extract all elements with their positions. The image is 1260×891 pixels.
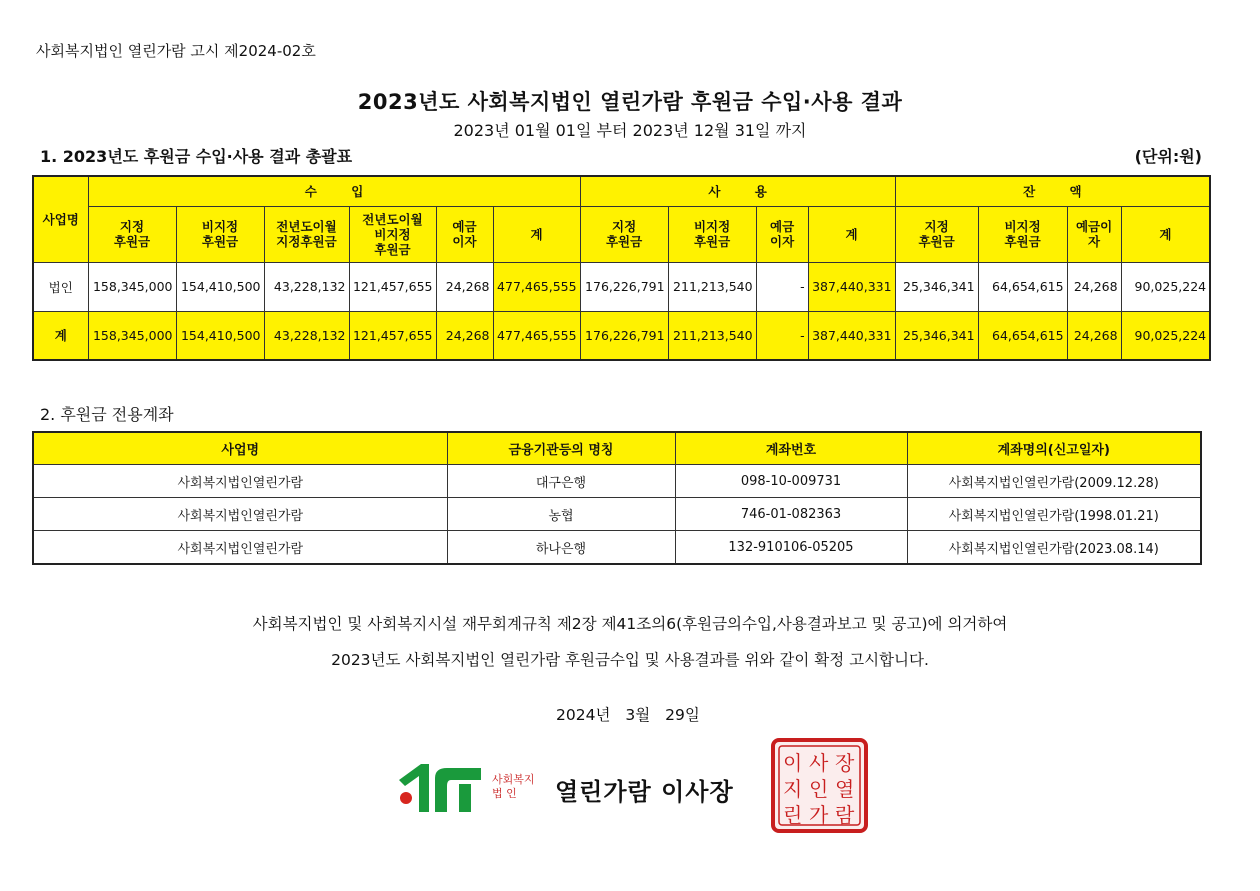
col-header: 예금이 자 [1067,206,1121,262]
section2-title: 2. 후원금 전용계좌 [40,405,174,424]
col-header: 전년도이월 비지정 후원금 [349,206,436,262]
table-row-total [33,311,1210,360]
cell: 90,025,224 [1121,262,1210,311]
signatory-name: 열린가람 이사장 [555,778,734,806]
seal-char: 인 [809,777,829,801]
cell: 132-910106-05205 [675,531,907,565]
cell: 158,345,000 [88,262,176,311]
seal-char: 린 [783,803,803,827]
table-row [33,465,1201,498]
cell: 154,410,500 [176,262,264,311]
cell: - [756,311,808,360]
table-row [33,498,1201,531]
cell: 477,465,555 [493,311,580,360]
report-period: 2023년 01월 01일 부터 2023년 12월 31일 까지 [453,121,807,140]
cell: 64,654,615 [978,262,1067,311]
group-balance: 잔 액 [895,176,1210,206]
seal-char: 장 [835,751,855,775]
row-name: 법인 [33,262,88,311]
cell: 121,457,655 [349,311,436,360]
document-title: 2023년도 사회복지법인 열린가람 후원금 수입·사용 결과 [357,90,903,114]
cell: 64,654,615 [978,311,1067,360]
unit-label: (단위:원) [1134,147,1202,166]
org-type-line: 법 인 [492,787,517,800]
col-header: 지정 후원금 [895,206,978,262]
org-type-label [492,773,535,801]
cell: 24,268 [1067,262,1121,311]
seal-char: 사 [809,751,829,775]
col-header: 전년도이월 지정후원금 [264,206,349,262]
cell: 하나은행 [447,531,675,565]
cell: 사회복지법인열린가람 [33,465,447,498]
cell: 25,346,341 [895,311,978,360]
cell: 대구은행 [447,465,675,498]
col-header: 계좌번호 [675,432,907,465]
seal-char: 지 [783,777,803,801]
statement-line-1: 사회복지법인 및 사회복지시설 재무회계규칙 제2장 제41조의6(후원금의수입,사용결과보고 및 공고)에 의거하여 [252,615,1008,633]
col-header: 계 [493,206,580,262]
seal-char: 열 [835,777,855,801]
seal-char: 가 [809,803,829,827]
row-name: 계 [33,311,88,360]
cell: 사회복지법인열린가람(2023.08.14) [907,531,1201,565]
col-header: 비지정 후원금 [176,206,264,262]
cell: 농협 [447,498,675,531]
cell: 사회복지법인열린가람 [33,498,447,531]
cell: 746-01-082363 [675,498,907,531]
col-header: 사업명 [33,432,447,465]
cell: - [756,262,808,311]
cell: 90,025,224 [1121,311,1210,360]
col-header: 비지정 후원금 [668,206,756,262]
cell: 24,268 [436,311,493,360]
col-header: 예금 이자 [436,206,493,262]
organization-logo-icon [395,758,485,814]
col-header: 계좌명의(신고일자) [907,432,1201,465]
col-header: 비지정 후원금 [978,206,1067,262]
seal-char: 람 [835,803,855,827]
notice-date: 2024년 3월 29일 [556,706,700,724]
col-header: 지정 후원금 [88,206,176,262]
cell: 43,228,132 [264,262,349,311]
table-row [33,531,1201,565]
statement-line-2: 2023년도 사회복지법인 열린가람 후원금수입 및 사용결과를 위와 같이 확정 고시합니다. [331,651,929,669]
col-business: 사업명 [33,176,88,262]
group-income: 수 입 [88,176,580,206]
seal-char: 이 [783,751,803,775]
cell: 사회복지법인열린가람(1998.01.21) [907,498,1201,531]
cell: 211,213,540 [668,262,756,311]
official-seal-icon [771,738,868,833]
cell: 사회복지법인열린가람(2009.12.28) [907,465,1201,498]
col-header: 계 [808,206,895,262]
cell: 158,345,000 [88,311,176,360]
cell: 176,226,791 [580,262,668,311]
cell: 387,440,331 [808,262,895,311]
col-header: 금융기관등의 명칭 [447,432,675,465]
notice-number: 사회복지법인 열린가람 고시 제2024-02호 [36,42,316,60]
cell: 154,410,500 [176,311,264,360]
summary-table [32,175,1211,361]
group-use: 사 용 [580,176,895,206]
table-row [33,262,1210,311]
account-table [32,431,1202,565]
cell: 43,228,132 [264,311,349,360]
org-type-line: 사회복지 [492,773,535,786]
cell: 176,226,791 [580,311,668,360]
cell: 121,457,655 [349,262,436,311]
cell: 477,465,555 [493,262,580,311]
cell: 25,346,341 [895,262,978,311]
col-header: 계 [1121,206,1210,262]
cell: 24,268 [1067,311,1121,360]
cell: 211,213,540 [668,311,756,360]
col-header: 지정 후원금 [580,206,668,262]
section1-title: 1. 2023년도 후원금 수입·사용 결과 총괄표 [40,147,353,166]
account-header-row [33,432,1201,465]
cell: 24,268 [436,262,493,311]
cell: 387,440,331 [808,311,895,360]
cell: 사회복지법인열린가람 [33,531,447,565]
col-header: 예금 이자 [756,206,808,262]
cell: 098-10-009731 [675,465,907,498]
column-header-row [33,206,1210,262]
